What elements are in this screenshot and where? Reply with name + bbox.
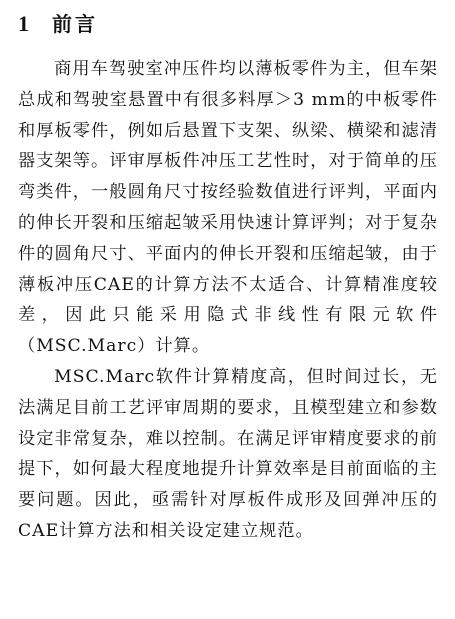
document-page [18, 8, 438, 547]
paragraph-2: MSC.Marc软件计算精度高，但时间过长，无法满足目前工艺评审周期的要求，且模型建立和参数设定非常复杂，难以控制。在满足评审精度要求的前提下，如何最大程度地提升计算效率是目前面临的主要问题。因此，亟需针对厚板件成形及回弹冲压的CAE计算方法和相关设定建立规范。 [18, 366, 438, 541]
section-number: 1 [18, 11, 29, 36]
section-title: 前言 [52, 12, 98, 36]
paragraph-1: 商用车驾驶室冲压件均以薄板零件为主，但车架总成和驾驶室悬置中有很多料厚＞3 mm的中板零件和厚板零件，例如后悬置下支架、纵梁、横梁和滤清器支架等。评审厚板件冲压工艺性时，对于简单的压弯类件，一般圆角尺寸按经验数值进行评判，平面内的伸长开裂和压缩起皱采用快速计算评判；对于复杂件的圆角尺寸、平面内的伸长开裂和压缩起皱，由于薄板冲压CAE的计算方法不太适合、计算精准度较差，因此只能采用隐式非线性有限元软件（MSC.Marc）计算。 [18, 59, 438, 357]
section-heading [18, 8, 438, 42]
